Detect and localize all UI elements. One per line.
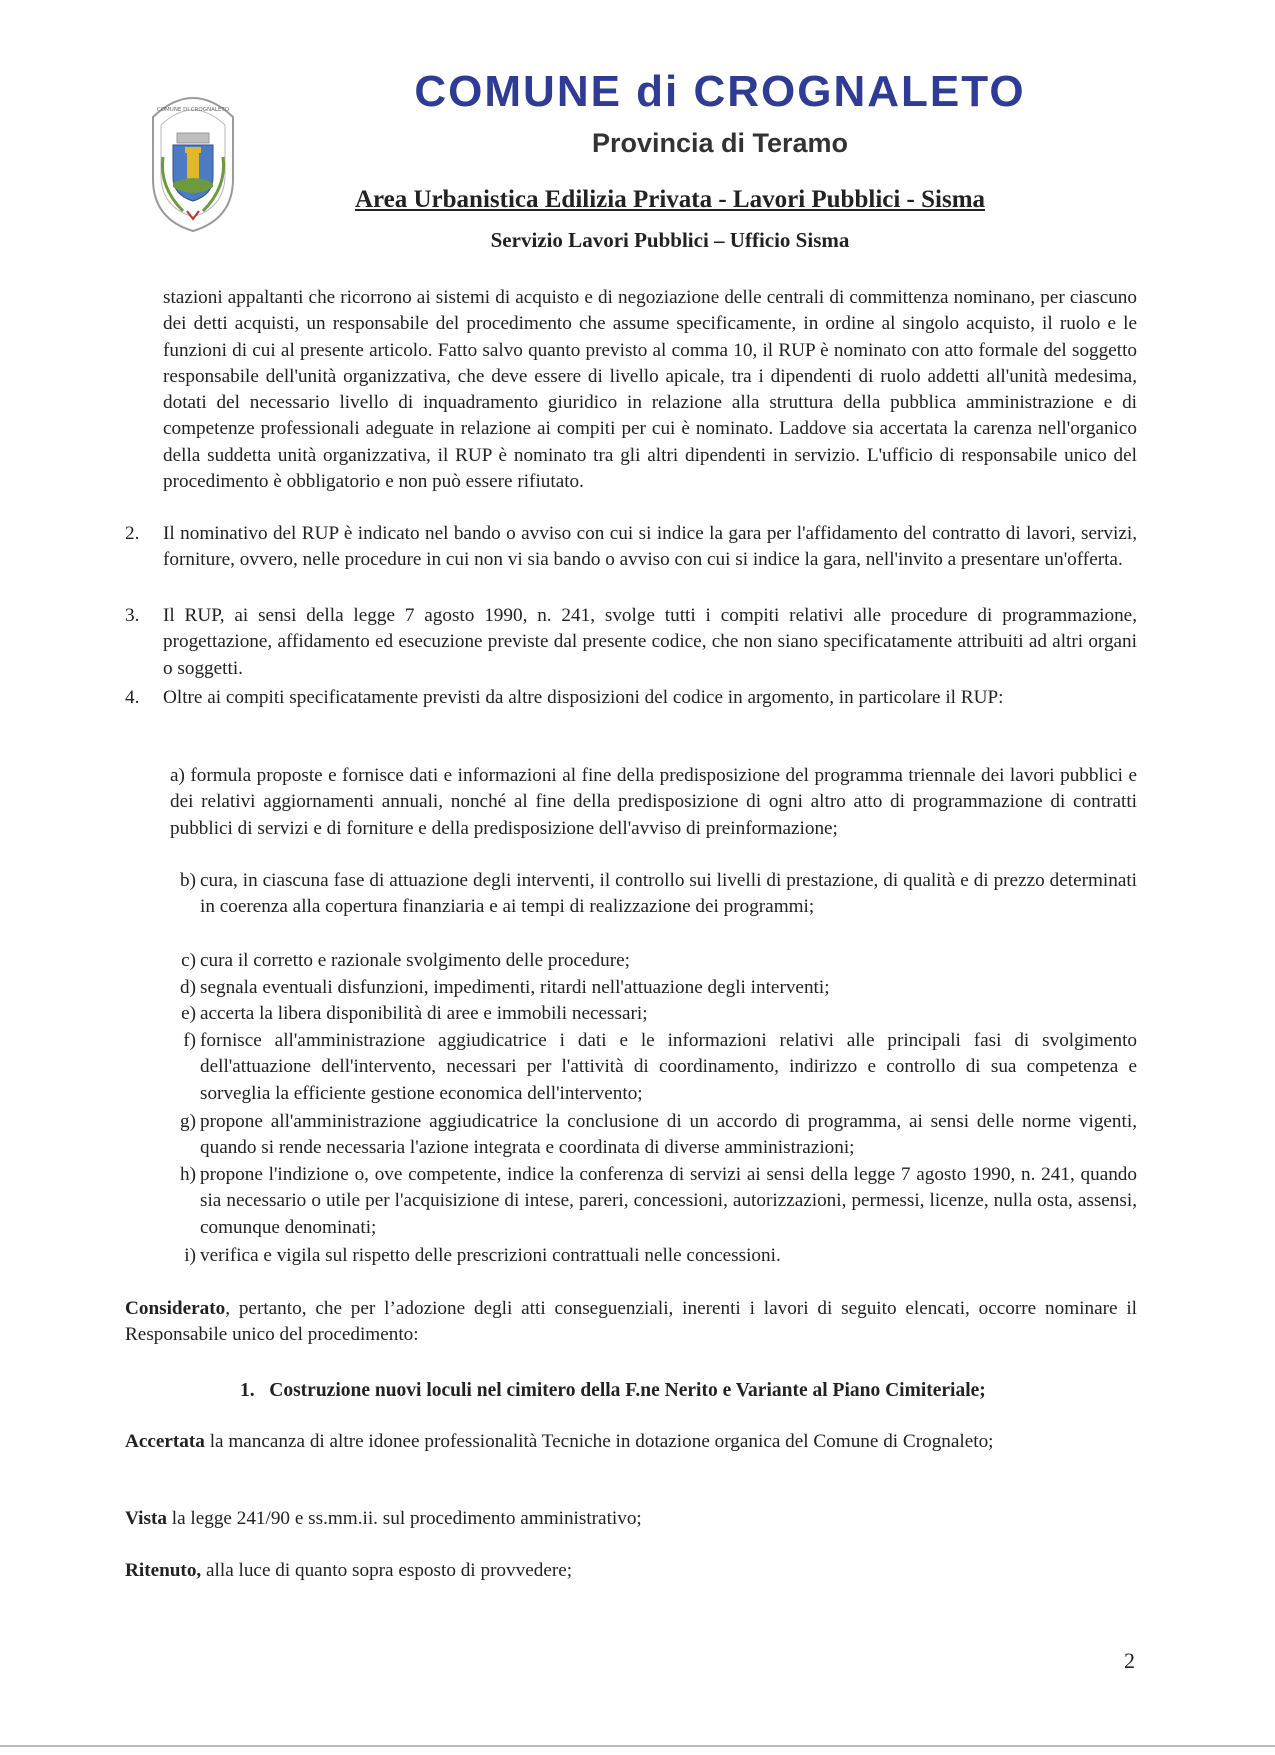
vista-keyword: Vista: [125, 1508, 167, 1529]
duty-item-e: [170, 1001, 1137, 1027]
service-heading: Servizio Lavori Pubblici – Ufficio Sisma: [490, 228, 850, 252]
item-number: 2.: [125, 523, 140, 544]
duty-text: cura, in ciascuna fase di attuazione degli interventi, il controllo sui livelli di prestazione, di qualità e di prezzo determinati in coerenza alla copertura finanziaria e ai tempi di realizzazione dei programmi;: [200, 870, 1137, 918]
item-text: Il RUP, ai sensi della legge 7 agosto 1990, n. 241, svolge tutti i compiti relativi alle procedure di programmazione, progettazione, affidamento ed esecuzione previste dal presente codice, che non siano specificatamente attribuiti ad altri organi o soggetti.: [163, 605, 1137, 679]
item-number: 4.: [125, 687, 140, 708]
page-number: 2: [1124, 1648, 1135, 1673]
municipal-crest-icon: [147, 87, 239, 233]
scan-edge-divider: [0, 1745, 1275, 1747]
duty-letter: c): [181, 950, 196, 971]
duty-letter: h): [180, 1164, 196, 1185]
duty-item-i: [170, 1243, 1137, 1269]
duty-item-d: [170, 975, 1137, 1001]
considerato-keyword: Considerato: [125, 1298, 226, 1319]
duty-item-h: [170, 1162, 1137, 1241]
numbered-item: [125, 521, 1137, 574]
intro-paragraph: stazioni appaltanti che ricorrono ai sistemi di acquisto e di negoziazione delle centrali di committenza nominano, per ciascuno dei detti acquisti, un responsabile del procedimento che assume specificamente, in ordine al singolo acquisto, il ruolo e le funzioni di cui al presente articolo. Fatto salvo quanto previsto al comma 10, il RUP è nominato con atto formale del soggetto responsabile dell'unità organizzativa, che deve essere di livello apicale, tra i dipendenti di ruolo addetti all'unità medesima, dotati del necessario livello di inquadramento giuridico in relazione alla struttura della pubblica amministrazione e di competenze professionali adeguate in relazione ai compiti per cui è nominato. Laddove sia accertata la carenza nell'organico della suddetta unità organizzativa, il RUP è nominato tra gli altri dipendenti in servizio. L'ufficio di responsabile unico del procedimento è obbligatorio e non può essere rifiutato.: [163, 287, 1137, 493]
considerato-paragraph: [125, 1296, 1137, 1349]
duty-letter: g): [180, 1111, 196, 1132]
province-subtitle: Provincia di Teramo: [591, 128, 849, 158]
ritenuto-text: alla luce di quanto sopra esposto di provvedere;: [201, 1560, 573, 1581]
duty-letter: d): [180, 977, 196, 998]
ritenuto-paragraph: [125, 1558, 1137, 1584]
duty-text: propone l'indizione o, ove competente, indice la conferenza di servizi ai sensi della legge 7 agosto 1990, n. 241, quando sia necessario o utile per l'acquisizione di intese, pareri, concessioni, autorizzazioni, permessi, licenze, nulla osta, assensi, comunque denominati;: [200, 1164, 1137, 1238]
duty-letter: f): [183, 1030, 196, 1051]
numbered-item: [125, 685, 1137, 711]
vista-text: la legge 241/90 e ss.mm.ii. sul procedimento amministrativo;: [166, 1508, 642, 1529]
work-item-number: 1.: [240, 1380, 255, 1401]
duty-letter: e): [181, 1003, 196, 1024]
vista-paragraph: [125, 1506, 1137, 1532]
item-text: Oltre ai compiti specificatamente previsti da altre disposizioni del codice in argomento, in particolare il RUP:: [163, 687, 1004, 708]
duty-text: formula proposte e fornisce dati e informazioni al fine della predisposizione del programma triennale dei lavori pubblici e dei relativi aggiornamenti annuali, nonché al fine della predisposizione di ogni altro atto di programmazione di contratti pubblici di servizi e di forniture e della predisposizione dell'avviso di preinformazione;: [170, 765, 1137, 839]
item-number: 3.: [125, 605, 140, 626]
duty-letter: a): [170, 765, 185, 786]
duty-text: fornisce all'amministrazione aggiudicatrice i dati e le informazioni relativi alle principali fasi di svolgimento dell'attuazione dell'intervento, necessari per l'attività di coordinamento, indirizzo e controllo di sua competenza e sorveglia la efficiente gestione economica dell'intervento;: [200, 1030, 1137, 1104]
duty-text: accerta la libera disponibilità di aree e immobili necessari;: [200, 1003, 648, 1024]
duty-letter: i): [184, 1245, 196, 1266]
accertata-paragraph: [125, 1429, 1137, 1455]
duty-item-c: [170, 948, 1137, 974]
duty-text: cura il corretto e razionale svolgimento delle procedure;: [200, 950, 630, 971]
duty-text: segnala eventuali disfunzioni, impedimenti, ritardi nell'attuazione degli interventi;: [200, 977, 830, 998]
duty-item-b: [170, 868, 1137, 921]
duty-item-f: [170, 1028, 1137, 1107]
ritenuto-keyword: Ritenuto,: [125, 1560, 202, 1581]
duty-text: propone all'amministrazione aggiudicatrice la conclusione di un accordo di programma, ai sensi delle norme vigenti, quando si rende necessaria l'azione integrata e coordinata di diverse amministrazioni;: [200, 1111, 1137, 1159]
duty-letter: b): [180, 870, 196, 891]
duty-text: verifica e vigila sul rispetto delle prescrizioni contrattuali nelle concessioni.: [200, 1245, 781, 1266]
department-heading: Area Urbanistica Edilizia Privata - Lavori Pubblici - Sisma: [354, 186, 986, 213]
work-item-title: Costruzione nuovi loculi nel cimitero della F.ne Nerito e Variante al Piano Cimiteriale;: [269, 1380, 986, 1401]
accertata-text: la mancanza di altre idonee professionalità Tecniche in dotazione organica del Comune di Crognaleto;: [204, 1431, 994, 1452]
numbered-item: [125, 603, 1137, 682]
considerato-text: , pertanto, che per l’adozione degli atti conseguenziali, inerenti i lavori di seguito elencati, occorre nominare il Responsabile unico del procedimento:: [125, 1298, 1137, 1346]
municipality-title: COMUNE di CROGNALETO: [414, 67, 1026, 116]
item-text: Il nominativo del RUP è indicato nel bando o avviso con cui si indice la gara per l'affidamento del contratto di lavori, servizi, forniture, ovvero, nelle procedure in cui non vi sia bando o avviso con cui si indice la gara, nell'invito a presentare un'offerta.: [163, 523, 1137, 571]
duty-item-g: [170, 1109, 1137, 1162]
accertata-keyword: Accertata: [125, 1431, 205, 1452]
duty-item-a: [170, 763, 1137, 842]
crest-text: COMUNE DI CROGNALETO: [156, 107, 230, 113]
work-item: [240, 1378, 1140, 1404]
